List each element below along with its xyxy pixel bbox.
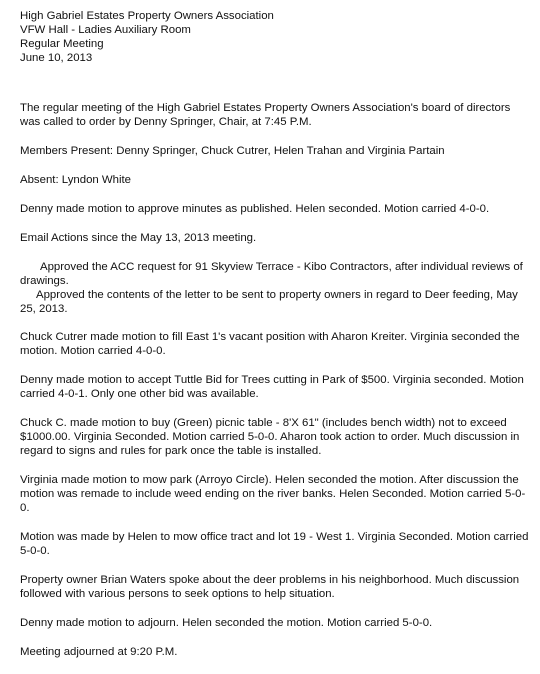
minutes-document	[20, 9, 532, 674]
email-action-deer-letter: Approved the contents of the letter to be sent to property owners in regard to Deer feeding, May 25, 2013.	[20, 289, 518, 315]
picnic-table-paragraph: Chuck C. made motion to buy (Green) picnic table - 8'X 61" (includes bench width) not to exceed $1000.00. Virginia Seconded. Motion carried 5-0-0. Aharon took action to order. Much discussion in regard to signs and rules for park once the table is installed.	[20, 417, 520, 457]
email-actions-heading: Email Actions since the May 13, 2013 meeting.	[20, 232, 257, 244]
meeting-adjourned-paragraph: Meeting adjourned at 9:20 P.M.	[20, 646, 178, 658]
meeting-date: June 10, 2013	[20, 52, 93, 64]
approve-minutes-paragraph: Denny made motion to approve minutes as published. Helen seconded. Motion carried 4-0-0.	[20, 203, 490, 215]
document-header	[20, 9, 532, 65]
absent-paragraph: Absent: Lyndon White	[20, 174, 132, 186]
call-to-order-paragraph: The regular meeting of the High Gabriel Estates Property Owners Association's board of directors was called to order by Denny Springer, Chair, at 7:45 P.M.	[20, 102, 511, 128]
deer-problems-paragraph: Property owner Brian Waters spoke about the deer problems in his neighborhood. Much discussion followed with various persons to seek options to help situation.	[20, 574, 520, 600]
adjourn-motion-paragraph: Denny made motion to adjourn. Helen seconded the motion. Motion carried 5-0-0.	[20, 617, 433, 629]
meeting-type: Regular Meeting	[20, 38, 104, 50]
members-present-paragraph: Members Present: Denny Springer, Chuck Cutrer, Helen Trahan and Virginia Partain	[20, 145, 445, 157]
mow-office-tract-paragraph: Motion was made by Helen to mow office tract and lot 19 - West 1. Virginia Seconded. Motion carried 5-0-0.	[20, 531, 529, 557]
meeting-location: VFW Hall - Ladies Auxiliary Room	[20, 24, 191, 36]
tree-bid-paragraph: Denny made motion to accept Tuttle Bid for Trees cutting in Park of $500. Virginia seconded. Motion carried 4-0-1. Only one other bid was available.	[20, 374, 524, 400]
organization-name: High Gabriel Estates Property Owners Association	[20, 10, 274, 22]
mow-park-paragraph: Virginia made motion to mow park (Arroyo Circle). Helen seconded the motion. After discussion the motion was remade to include weed ending on the river banks. Helen Seconded. Motion carried 5-0-0.	[20, 474, 526, 514]
east1-vacancy-paragraph: Chuck Cutrer made motion to fill East 1's vacant position with Aharon Kreiter. Virginia seconded the motion. Motion carried 4-0-0.	[20, 331, 520, 357]
email-action-acc-request: Approved the ACC request for 91 Skyview Terrace - Kibo Contractors, after individual reviews of drawings.	[20, 261, 523, 287]
